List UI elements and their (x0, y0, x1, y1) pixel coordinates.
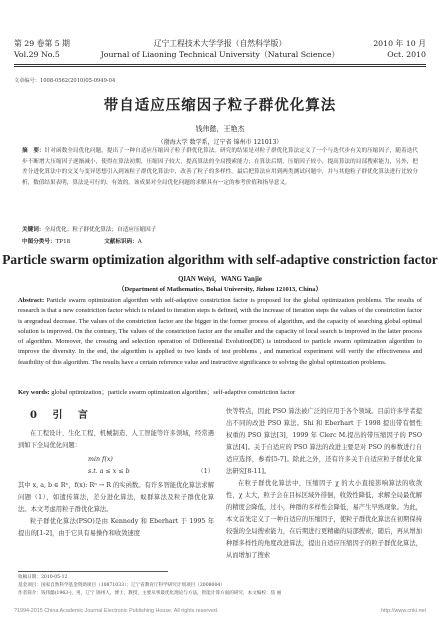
paragraph: 快等特点，因此 PSO 算法被广泛的应用于各个领域。目前许多学者提出不同的改进 PSO 算法。Shi 和 Eberhart 于 1998 提出带有惯性权重的 PSO 算法[3]，1999 年 Clerc M.提出的带压缩因子的 PSO 算法[4]。关于自适应的 PSO 算法的改进主要是对 PSO 的参数进行自适应选择，参看[5-7]。除此之外，还有许多关于自适应粒子群优化算法研究[8-11]。 (226, 408, 422, 475)
abstract-cn-label: 摘 要： (22, 148, 45, 154)
keywords-en (18, 387, 422, 396)
section-heading-intro: 0 引 言 (30, 410, 94, 421)
document-code-label: 文献标识码： (104, 239, 138, 245)
footnote-received: 收稿日期：2010-05-12 (18, 575, 68, 580)
header-rule (14, 64, 426, 65)
keywords-en-label: Key words: (18, 389, 50, 396)
journal-name-en: Journal of Liaoning Technical University（Natural Science） (100, 50, 340, 59)
title-cn: 带自适应压缩因子粒子群优化算法 (103, 97, 337, 114)
copyright-notice: ?1994-2015 China Academic Journal Electronic Publishing House. All rights reserved. (14, 608, 219, 614)
body-column-left (18, 428, 214, 540)
journal-name-cn: 辽宁工程技术大学学报（自然科学版） (153, 39, 287, 48)
keywords-cn-label: 关键词： (22, 227, 45, 233)
footnote-rule (18, 571, 168, 572)
class-number (22, 237, 70, 245)
document-code-value: A (137, 239, 142, 245)
volume-cn: 第 29 卷第 5 期 (14, 39, 70, 48)
class-number-label: 中图分类号： (22, 239, 56, 245)
keywords-en-text: global optimization；particle swarm optimization algorithm；self-adaptive constriction factor (51, 389, 296, 396)
footnote-bio: 作者简介：钱伟懿(1963-)，男，辽宁 锦州人，博士，教授，主要从事最优化理论与方法，智能计算方面的研究，本文编校：焦 丽 (18, 591, 282, 596)
abstract-en-label: Abstract: (18, 297, 45, 304)
class-number-value: TP18 (55, 239, 71, 245)
keywords-cn-text: 全局优化；粒子群优化算法；自适应压缩因子 (44, 227, 157, 233)
keywords-cn (22, 225, 418, 233)
affiliation-en: （Department of Mathematics, Bohai University, Jizhou 121013, China） (117, 286, 323, 293)
paragraph: 其中 x, a, b ∈ Rⁿ，f(x): Rⁿ → R 的实函数。有许多智能优化算法求解问题（1），如遗传算法，差分进化算法，蚁群算法及粒子群优化算法。本文考虑用粒子群优化算法。 (18, 482, 214, 513)
title-en: Particle swarm optimization algorithm with self-adaptive constriction factor (2, 252, 438, 267)
page-footer (14, 608, 426, 614)
classification-meta (22, 237, 418, 245)
site-link[interactable]: http://www.cnki.net (381, 608, 426, 614)
abstract-cn (22, 146, 418, 188)
date-cn: 2010 年 10 月 (373, 39, 426, 48)
header-rule-thin (14, 66, 426, 67)
equation-constraint: s.t. a ≤ x ≤ b (88, 468, 130, 475)
footnote (18, 574, 422, 598)
affiliation-cn: （渤海大学 数学系，辽宁省 锦州市 121013） (157, 139, 283, 146)
document-code (104, 237, 142, 245)
equation-1 (18, 454, 214, 478)
paragraph: 在粒子群优化算法中，压缩因子 χ 的大小直接影响算法的收敛性，χ 太大，粒子会在目标区域外徘徊，收敛性降低，求解全局最优解的精度会降低，过小，种群的多样性会降低，易产生早熟现象。为此，本文首先定义了一种自适应的压缩因子，使粒子群优化算法在初期保持较强的全局搜索能力，在后期进行更精确的局部搜索，随后，再从增加种群多样性的角度改进算法，提出自适应压缩因子的粒子群优化算法，从而增加了搜索 (226, 480, 422, 559)
volume-en: Vol.29 No.5 (14, 50, 60, 59)
body-column-right (226, 406, 422, 562)
abstract-cn-text: 针对函数全局优化问题，提出了一种自适应压缩因子粒子群优化算法。研究的结果是对粒子群优化算法定义了一个与迭代步有关的压缩因子，随着迭代步不断增大压缩因子逐渐减小，使得在算法初期，压缩因子较大，提高算法的全局搜索能力；在算法后期，压缩因子较小，提高算法的局部搜索能力，另外，把差分进化算法中的交叉与变异思想引入到该粒子群优化算法中，改善了粒子的多样性。最后把算法应用到两类测试问题中，并与其他粒子群优化算法进行比较分析，数值结果表明，算法是可行的、有效的。该成果对全局优化问题的求解具有一定的参考价值和指导意义。 (22, 148, 418, 186)
authors-en: QIAN Weiyi，WANG Yanjie (178, 276, 262, 283)
equation-objective: min f(x) (88, 456, 113, 463)
date-en: Oct. 2010 (387, 50, 426, 59)
authors-cn: 钱伟懿，王艳杰 (195, 125, 245, 133)
paragraph: 在工程设计、生化工程、机械制造、人工智能等许多领域，经常遇到如下全局优化问题： (18, 430, 214, 449)
abstract-en-text: Particle swarm optimization algorithm with self-adaptive constriction factor is proposed for the global optimization problems. The results of research is that a new constriction factor which is related to iteration steps is defined, with the increase of iteration steps the values of the constriction factor is aregradual decrease. The values of the constriction factor are the bigger in the former process of algorithm, and the capacity of searching global optimal solution is improved. On the contrary, The values of the constriction factor are the smaller and the capacity of local search is improved in the latter process of algorithm. Moreover, the crossing and selection operation of Differential Evolution(DE) is introduced to particle swarm optimization algorithm to improve the diversity. In the end, the algorithm is applied to two kinds of test problems , and numerical experiment will verify the effectiveness and feasibility of this algorithm. The results have a certain reference value and instructive significance to solving the global optimization problems. (18, 297, 422, 366)
footnote-fund: 基金项目：国家自然科学基金资助项目（10871033）；辽宁省教育厅科学研究计划项目（2008004） (18, 583, 225, 588)
article-number: 文章编号：1008-0562(2010)05-0949-04 (14, 78, 116, 84)
equation-number: （1） (197, 468, 214, 475)
paragraph: 粒子群优化算法(PSO)是由 Kennedy 和 Eberhart 于 1995 年提出的[1-2]，由于它具有易操作和收敛速度 (18, 518, 214, 537)
abstract-en (18, 296, 422, 368)
